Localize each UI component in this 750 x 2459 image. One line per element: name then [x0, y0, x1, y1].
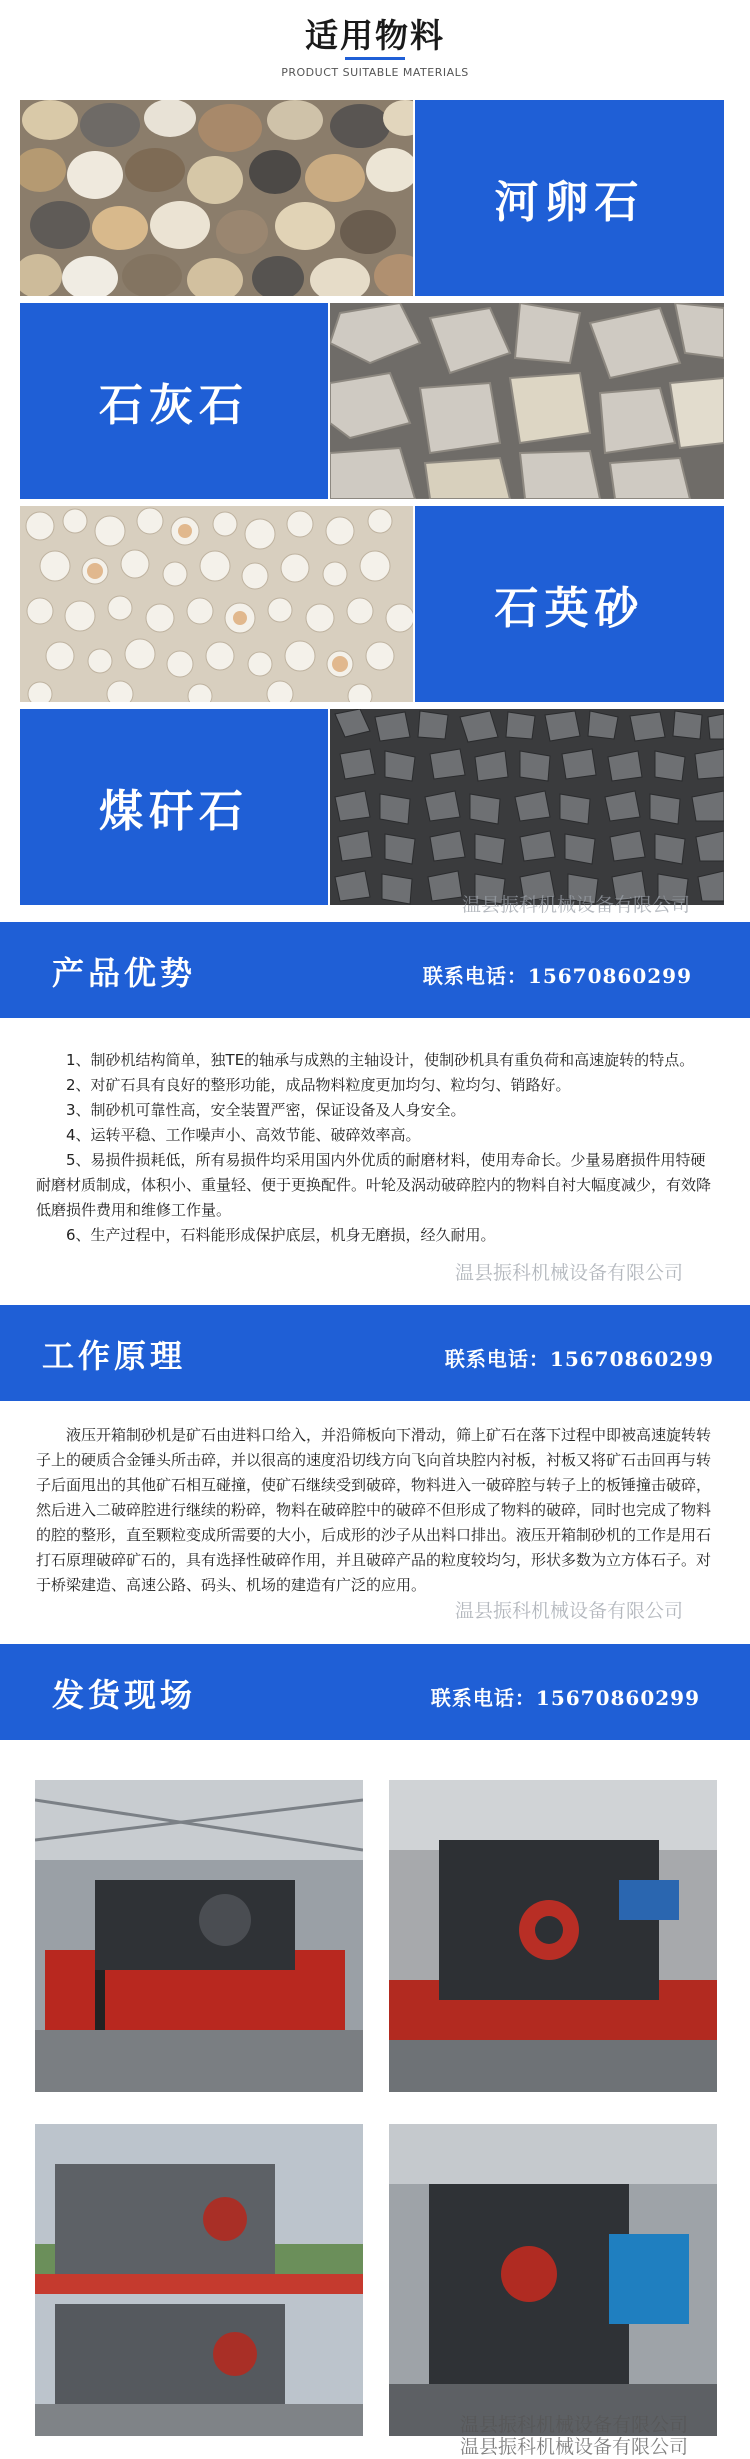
contact-phone: 联系电话：15670860299: [422, 964, 692, 988]
material-label-panel: [20, 303, 328, 499]
shipping-title: 发货现场: [52, 1676, 197, 1714]
quartz-sand-photo: [20, 506, 413, 702]
material-name: 石英砂: [494, 583, 645, 634]
company-watermark: 温县振科机械设备有限公司: [460, 2414, 689, 2436]
company-watermark: 温县振科机械设备有限公司: [455, 1262, 684, 1284]
principle-banner: [0, 1305, 750, 1401]
advantage-item: 4、运转平稳、工作噪声小、高效节能、破碎效率高。: [66, 1126, 421, 1144]
pebble-photo: [20, 100, 413, 296]
material-row-coal-gangue: [20, 709, 724, 905]
advantage-item: 3、制砂机可靠性高，安全装置严密，保证设备及人身安全。: [66, 1101, 466, 1119]
page-subtitle: PRODUCT SUITABLE MATERIALS: [281, 66, 469, 79]
material-row-quartz: [20, 506, 724, 702]
contact-phone: 联系电话：15670860299: [430, 1686, 700, 1710]
material-row-limestone: [20, 303, 724, 499]
company-watermark: 温县振科机械设备有限公司: [455, 1600, 684, 1622]
advantage-item: 1、制砂机结构简单，独TE的轴承与成熟的主轴设计，使制砂机具有重负荷和高速旋转的特点。: [66, 1051, 695, 1069]
material-label-panel: [415, 506, 724, 702]
material-name: 河卵石: [494, 177, 645, 228]
advantages-list: [36, 1048, 716, 1248]
limestone-photo: [330, 303, 724, 499]
material-row-pebble: [20, 100, 724, 296]
shipping-banner: [0, 1644, 750, 1740]
principle-title: 工作原理: [42, 1337, 187, 1375]
principle-text: [36, 1423, 716, 1598]
material-label-panel: [415, 100, 724, 296]
advantage-item: 5、易损件损耗低，所有易损件均采用国内外优质的耐磨材料，使用寿命长。少量易磨损件用特硬耐磨材质制成，体积小、重量轻、便于更换配件。叶轮及涡动破碎腔内的物料自衬大幅度减少，有效降低磨损件费用和维修工作量。: [36, 1151, 712, 1219]
contact-phone: 联系电话：15670860299: [444, 1347, 714, 1371]
company-watermark: 温县振科机械设备有限公司: [460, 2436, 689, 2458]
title-underline: [345, 57, 405, 60]
advantages-banner: [0, 922, 750, 1018]
advantages-title: 产品优势: [52, 954, 197, 992]
coal-gangue-photo: [330, 709, 724, 905]
shipping-photo: [35, 1780, 363, 2092]
page-title: 适用物料: [305, 16, 445, 55]
advantage-item: 2、对矿石具有良好的整形功能，成品物料粒度更加均匀、粒均匀、销路好。: [66, 1076, 571, 1094]
shipping-photo: [389, 1780, 717, 2092]
material-name: 煤矸石: [99, 786, 249, 837]
material-name: 石灰石: [99, 380, 249, 431]
company-watermark: 温县振科机械设备有限公司: [462, 894, 691, 916]
advantage-item: 6、生产过程中，石料能形成保护底层，机身无磨损，经久耐用。: [66, 1226, 496, 1244]
principle-paragraph: 液压开箱制砂机是矿石由进料口给入，并沿筛板向下滑动，筛上矿石在落下过程中即被高速旋转转子上的硬质合金锤头所击碎，并以很高的速度沿切线方向飞向首块腔内衬板，衬板又将矿石击回再与转子后面甩出的其他矿石相互碰撞，使矿石继续受到破碎，物料进入一破碎腔与转子上的板锤撞击破碎，然后进入二破碎腔进行继续的粉碎，物料在破碎腔中的破碎不但形成了物料的破碎，同时也完成了物料的腔的整形，直至颗粒变成所需要的大小，后成形的沙子从出料口排出。液压开箱制砂机的工作是用石打石原理破碎矿石的，具有选择性破碎作用，并且破碎产品的粒度较均匀，形状多数为立方体石子。对于桥梁建造、高速公路、码头、机场的建造有广泛的应用。: [36, 1426, 712, 1594]
shipping-photo: [35, 2124, 363, 2436]
material-label-panel: [20, 709, 328, 905]
shipping-photo: [389, 2124, 717, 2436]
